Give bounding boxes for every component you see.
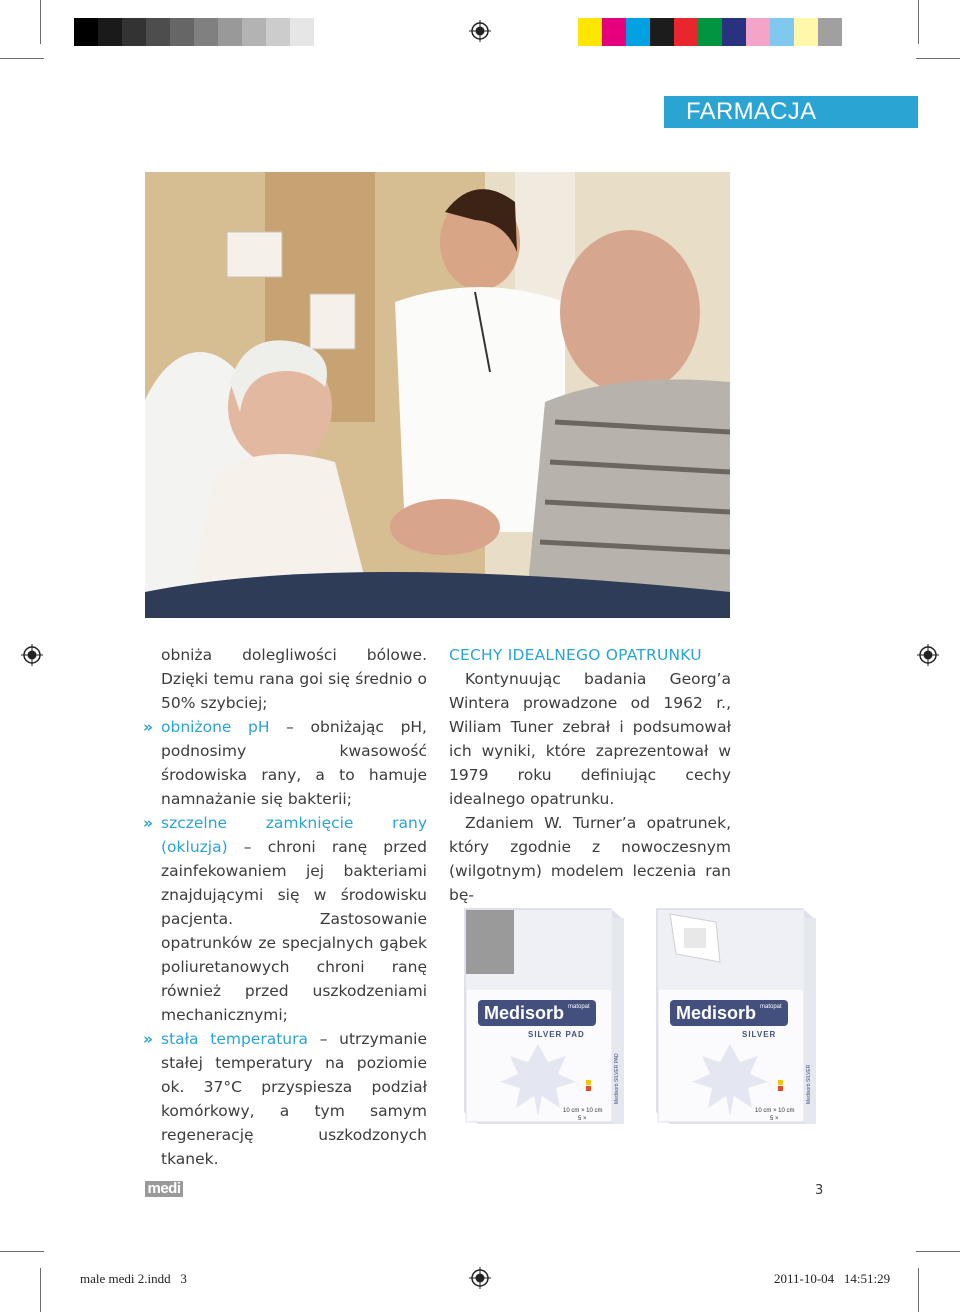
section-banner: FARMACJA — [664, 96, 918, 128]
medi-logo: medi — [145, 1181, 183, 1197]
swatch — [194, 18, 218, 46]
process-color-bar — [578, 18, 842, 46]
registration-mark-icon — [21, 644, 43, 666]
crop-mark — [40, 0, 41, 44]
product-variant: SILVER PAD — [528, 1030, 585, 1039]
paragraph: Kontynuując badania Georg’a Wintera prowadzone od 1962 r., Wiliam Tuner zebrał i podsumował ich wyniki, które zaprezentował w 1979 roku definiując cechy idealnego opatrunku. — [449, 670, 731, 808]
swatch — [242, 18, 266, 46]
product-side-label: Medisorb SILVER — [806, 1064, 812, 1104]
swatch — [578, 18, 602, 46]
bullet-label: stała temperatura — [161, 1030, 308, 1048]
paragraph: obniża dolegliwości bólowe. Dzięki temu rana goi się średnio o 50% szybciej; — [161, 646, 427, 712]
swatch — [290, 18, 314, 46]
swatch — [626, 18, 650, 46]
swatch — [122, 18, 146, 46]
product-maker: matopat — [760, 1004, 782, 1010]
slug-filename: male medi 2.indd 3 — [80, 1271, 187, 1286]
swatch — [170, 18, 194, 46]
swatch — [746, 18, 770, 46]
product-variant: SILVER — [742, 1030, 777, 1039]
page-number: 3 — [815, 1183, 824, 1198]
product-side-label: Medisorb SILVER PAD — [614, 1053, 620, 1104]
product-box-silver-pad — [458, 904, 628, 1126]
product-size: 10 cm × 10 cm — [563, 1108, 603, 1114]
product-box-silver — [650, 904, 820, 1126]
swatch — [602, 18, 626, 46]
crop-mark — [916, 58, 960, 59]
bullet-ph — [143, 715, 427, 811]
bullet-mark: » — [143, 1030, 154, 1048]
registration-mark-icon — [469, 20, 491, 42]
swatch — [770, 18, 794, 46]
bullet-text: – obniżając pH, podnosimy kwasowość środowiska rany, a to hamuje namnażanie się bakterii; — [161, 718, 427, 808]
paragraph: Zdaniem W. Turner’a opatrunek, który zgodnie z nowoczesnym (wilgotnym) modelem leczenia ran bę- — [449, 814, 731, 904]
gray-color-bar — [74, 18, 314, 46]
bullet-label: szczelne zamknięcie rany (okluzja) — [161, 814, 427, 856]
crop-mark — [916, 1251, 960, 1252]
product-count: 5 × — [578, 1116, 587, 1122]
bullet-occlusion — [143, 811, 427, 1027]
crop-mark — [0, 1251, 44, 1252]
hospital-photo — [145, 172, 730, 618]
crop-mark — [918, 0, 919, 44]
bullet-label: obniżone pH — [161, 718, 270, 736]
product-size: 10 cm × 10 cm — [755, 1108, 795, 1114]
right-text-column — [449, 643, 731, 907]
swatch — [698, 18, 722, 46]
section-heading: CECHY IDEALNEGO OPATRUNKU — [449, 646, 702, 664]
swatch — [266, 18, 290, 46]
crop-mark — [40, 1268, 41, 1312]
crop-mark — [0, 58, 44, 59]
left-text-column — [143, 643, 428, 1171]
product-brand: Medisorb — [484, 1003, 565, 1023]
swatch — [674, 18, 698, 46]
swatch — [146, 18, 170, 46]
swatch — [818, 18, 842, 46]
crop-mark — [918, 1268, 919, 1312]
swatch — [74, 18, 98, 46]
swatch — [218, 18, 242, 46]
swatch — [98, 18, 122, 46]
bullet-text: – chroni ranę przed zainfekowaniem jej bakteriami znajdującymi się w środowisku pacjenta. Zastosowanie opatrunków ze specjalnych gąbek poliuretanowych chroni ranę również przed uszkodzeniami mechanicznymi; — [161, 838, 427, 1024]
bullet-temperature — [143, 1027, 428, 1171]
bullet-mark: » — [143, 718, 154, 736]
registration-mark-icon — [917, 644, 939, 666]
product-brand: Medisorb — [676, 1003, 757, 1023]
bullet-text: – utrzymanie stałej temperatury na poziomie ok. 37°C przyspiesza podział komórkowy, a tym samym regenerację uszkodzonych tkanek. — [161, 1030, 428, 1168]
product-maker: matopat — [568, 1004, 590, 1010]
swatch — [722, 18, 746, 46]
swatch — [650, 18, 674, 46]
slug-timestamp: 2011-10-04 14:51:29 — [774, 1271, 891, 1286]
product-count: 5 × — [770, 1116, 779, 1122]
photo-illustration — [145, 172, 730, 618]
registration-mark-icon — [469, 1267, 491, 1289]
swatch — [794, 18, 818, 46]
bullet-mark: » — [143, 814, 154, 832]
